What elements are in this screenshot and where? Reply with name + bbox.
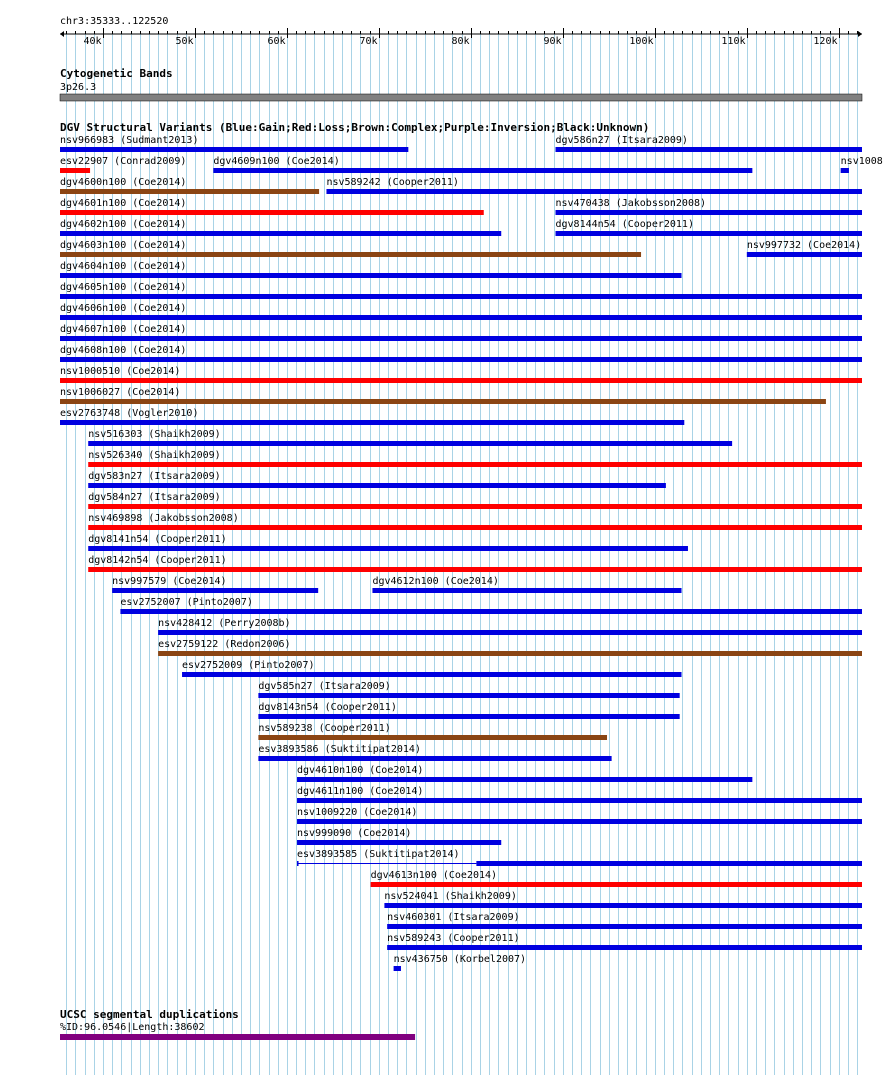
dgv-feature-label: nsv997732 (Coe2014)	[746, 240, 862, 251]
dgv-feature-bar[interactable]	[60, 315, 862, 320]
segdup-label: %ID:96.0546|Length:38602	[60, 1022, 205, 1033]
dgv-feature-label: esv2759122 (Redon2006)	[158, 639, 291, 650]
cytoband-label: 3p26.3	[60, 82, 97, 93]
ruler-tick-label: 60k	[267, 36, 286, 47]
ruler-ticks	[60, 28, 862, 47]
dgv-feature-bar[interactable]	[556, 210, 862, 215]
dgv-feature-label: nsv1000510 (Coe2014)	[60, 366, 181, 377]
dgv-feature-bar[interactable]	[326, 189, 862, 194]
ruler-tick-label: 100k	[629, 36, 654, 47]
dgv-feature-label: esv3893586 (Suktitipat2014)	[258, 744, 421, 755]
ruler-tick-label: 80k	[451, 36, 470, 47]
dgv-feature-bar[interactable]	[60, 420, 684, 425]
dgv-feature-label: nsv997579 (Coe2014)	[112, 576, 227, 587]
dgv-feature-cap	[297, 861, 299, 866]
dgv-feature-bar[interactable]	[60, 168, 90, 173]
dgv-feature-label: nsv966983 (Sudmant2013)	[60, 135, 199, 146]
ruler-right-arrow	[858, 31, 862, 37]
dgv-feature-label: dgv4613n100 (Coe2014)	[370, 870, 498, 881]
segdup-bar[interactable]	[60, 1034, 415, 1040]
dgv-feature-bar[interactable]	[384, 903, 862, 908]
dgv-feature-bar[interactable]	[387, 945, 862, 950]
dgv-feature-bar[interactable]	[88, 462, 862, 467]
dgv-feature-label: nsv589242 (Cooper2011)	[326, 177, 459, 188]
dgv-feature-bar[interactable]	[88, 546, 688, 551]
ruler	[60, 16, 862, 47]
dgv-feature-bar[interactable]	[60, 210, 484, 215]
dgv-feature-label: dgv4604n100 (Coe2014)	[60, 261, 187, 272]
dgv-feature-label: dgv4608n100 (Coe2014)	[60, 345, 187, 356]
dgv-feature-bar[interactable]	[120, 609, 862, 614]
dgv-feature-bar[interactable]	[88, 525, 862, 530]
dgv-feature-bar[interactable]	[182, 672, 681, 677]
cytoband-track-title: Cytogenetic Bands	[60, 67, 173, 80]
dgv-feature-label: nsv516303 (Shaikh2009)	[88, 429, 221, 440]
dgv-feature-bar[interactable]	[60, 273, 682, 278]
dgv-feature-bar[interactable]	[60, 399, 826, 404]
dgv-feature-bar[interactable]	[476, 861, 862, 866]
dgv-feature-bar[interactable]	[60, 231, 501, 236]
dgv-feature-label: dgv8141n54 (Cooper2011)	[88, 534, 227, 545]
dgv-feature-label: dgv8142n54 (Cooper2011)	[88, 555, 227, 566]
dgv-feature-label: esv2752007 (Pinto2007)	[120, 597, 253, 608]
dgv-feature-label: nsv526340 (Shaikh2009)	[88, 450, 221, 461]
segdup-track-title: UCSC segmental duplications	[60, 1008, 239, 1021]
dgv-feature-label: nsv589243 (Cooper2011)	[387, 933, 520, 944]
dgv-feature-bar[interactable]	[297, 840, 501, 845]
segdup-track	[60, 1008, 415, 1040]
dgv-feature-label: dgv4601n100 (Coe2014)	[60, 198, 187, 209]
dgv-feature-label: dgv4605n100 (Coe2014)	[60, 282, 187, 293]
dgv-feature-label: esv2752009 (Pinto2007)	[182, 660, 315, 671]
dgv-feature-label: dgv4609n100 (Coe2014)	[213, 156, 340, 167]
dgv-feature-bar[interactable]	[556, 147, 862, 152]
dgv-feature-bar[interactable]	[372, 588, 681, 593]
region-label: chr3:35333..122520	[60, 16, 169, 27]
dgv-feature-bar[interactable]	[60, 378, 862, 383]
dgv-feature-bar[interactable]	[258, 714, 679, 719]
dgv-feature-bar[interactable]	[158, 630, 862, 635]
dgv-track-title: DGV Structural Variants (Blue:Gain;Red:Loss;Brown:Complex;Purple:Inversion;Black:Unknown)	[60, 121, 650, 134]
ruler-tick-label: 90k	[543, 36, 562, 47]
ruler-left-arrow	[60, 31, 64, 37]
dgv-feature-label: nsv428412 (Perry2008b)	[158, 618, 291, 629]
dgv-feature-bar[interactable]	[60, 189, 319, 194]
dgv-feature-bar[interactable]	[747, 252, 862, 257]
dgv-feature-bar[interactable]	[88, 567, 862, 572]
dgv-feature-label: nsv1008	[840, 156, 883, 167]
dgv-feature-bar[interactable]	[213, 168, 752, 173]
dgv-feature-bar[interactable]	[297, 798, 862, 803]
dgv-feature-label: nsv999090 (Coe2014)	[297, 828, 412, 839]
cytoband-track	[60, 67, 862, 101]
dgv-feature-label: nsv589238 (Cooper2011)	[258, 723, 391, 734]
dgv-feature-label: nsv470438 (Jakobsson2008)	[555, 198, 707, 209]
dgv-feature-bar[interactable]	[60, 336, 862, 341]
dgv-feature-bar[interactable]	[371, 882, 862, 887]
dgv-feature-label: dgv8143n54 (Cooper2011)	[258, 702, 397, 713]
cytoband-bar[interactable]	[60, 94, 862, 101]
dgv-feature-label: dgv4606n100 (Coe2014)	[60, 303, 187, 314]
dgv-feature-label: dgv4600n100 (Coe2014)	[60, 177, 187, 188]
dgv-feature-label: esv22907 (Conrad2009)	[60, 156, 187, 167]
dgv-feature-bar[interactable]	[60, 147, 408, 152]
dgv-feature-bar[interactable]	[297, 819, 862, 824]
dgv-feature-label: dgv4612n100 (Coe2014)	[372, 576, 499, 587]
dgv-feature-label: dgv4610n100 (Coe2014)	[297, 765, 424, 776]
dgv-feature-label: esv2763748 (Vogler2010)	[60, 408, 199, 419]
ruler-tick-label: 70k	[359, 36, 378, 47]
ruler-tick-label: 50k	[175, 36, 194, 47]
dgv-feature-bar[interactable]	[88, 441, 732, 446]
dgv-feature-label: dgv583n27 (Itsara2009)	[88, 471, 221, 482]
dgv-feature-bar[interactable]	[841, 168, 849, 173]
dgv-feature-label: nsv469898 (Jakobsson2008)	[88, 513, 239, 524]
ruler-tick-label: 40k	[83, 36, 102, 47]
dgv-feature-label: dgv4611n100 (Coe2014)	[297, 786, 424, 797]
dgv-feature-bar[interactable]	[158, 651, 862, 656]
dgv-feature-bar[interactable]	[258, 735, 607, 740]
ruler-tick-label: 120k	[813, 36, 838, 47]
dgv-feature-bar[interactable]	[112, 588, 318, 593]
dgv-feature-bar[interactable]	[258, 756, 611, 761]
dgv-feature-bar[interactable]	[258, 693, 679, 698]
dgv-feature-label: nsv1006027 (Coe2014)	[60, 387, 181, 398]
dgv-feature-bar[interactable]	[394, 966, 401, 971]
dgv-feature-bar[interactable]	[60, 252, 641, 257]
dgv-feature-bar[interactable]	[60, 294, 862, 299]
dgv-feature-label: dgv4607n100 (Coe2014)	[60, 324, 187, 335]
dgv-feature-bar[interactable]	[387, 924, 862, 929]
dgv-feature-bar[interactable]	[60, 357, 862, 362]
dgv-feature-label: dgv8144n54 (Cooper2011)	[555, 219, 694, 230]
dgv-feature-label: dgv586n27 (Itsara2009)	[555, 135, 688, 146]
dgv-feature-label: dgv585n27 (Itsara2009)	[258, 681, 391, 692]
dgv-feature-label: nsv436750 (Korbel2007)	[393, 954, 527, 965]
dgv-feature-bar[interactable]	[297, 777, 752, 782]
dgv-feature-label: nsv1009220 (Coe2014)	[297, 807, 418, 818]
dgv-feature-label: dgv4602n100 (Coe2014)	[60, 219, 187, 230]
dgv-feature-label: nsv524041 (Shaikh2009)	[384, 891, 517, 902]
dgv-feature-bar[interactable]	[556, 231, 862, 236]
dgv-feature-bar[interactable]	[88, 483, 666, 488]
dgv-feature-label: nsv460301 (Itsara2009)	[387, 912, 520, 923]
dgv-feature-label: dgv4603n100 (Coe2014)	[60, 240, 187, 251]
dgv-feature-bar[interactable]	[88, 504, 862, 509]
dgv-feature-label: dgv584n27 (Itsara2009)	[88, 492, 221, 503]
dgv-feature-label: esv3893585 (Suktitipat2014)	[297, 849, 460, 860]
ruler-tick-label: 110k	[721, 36, 746, 47]
